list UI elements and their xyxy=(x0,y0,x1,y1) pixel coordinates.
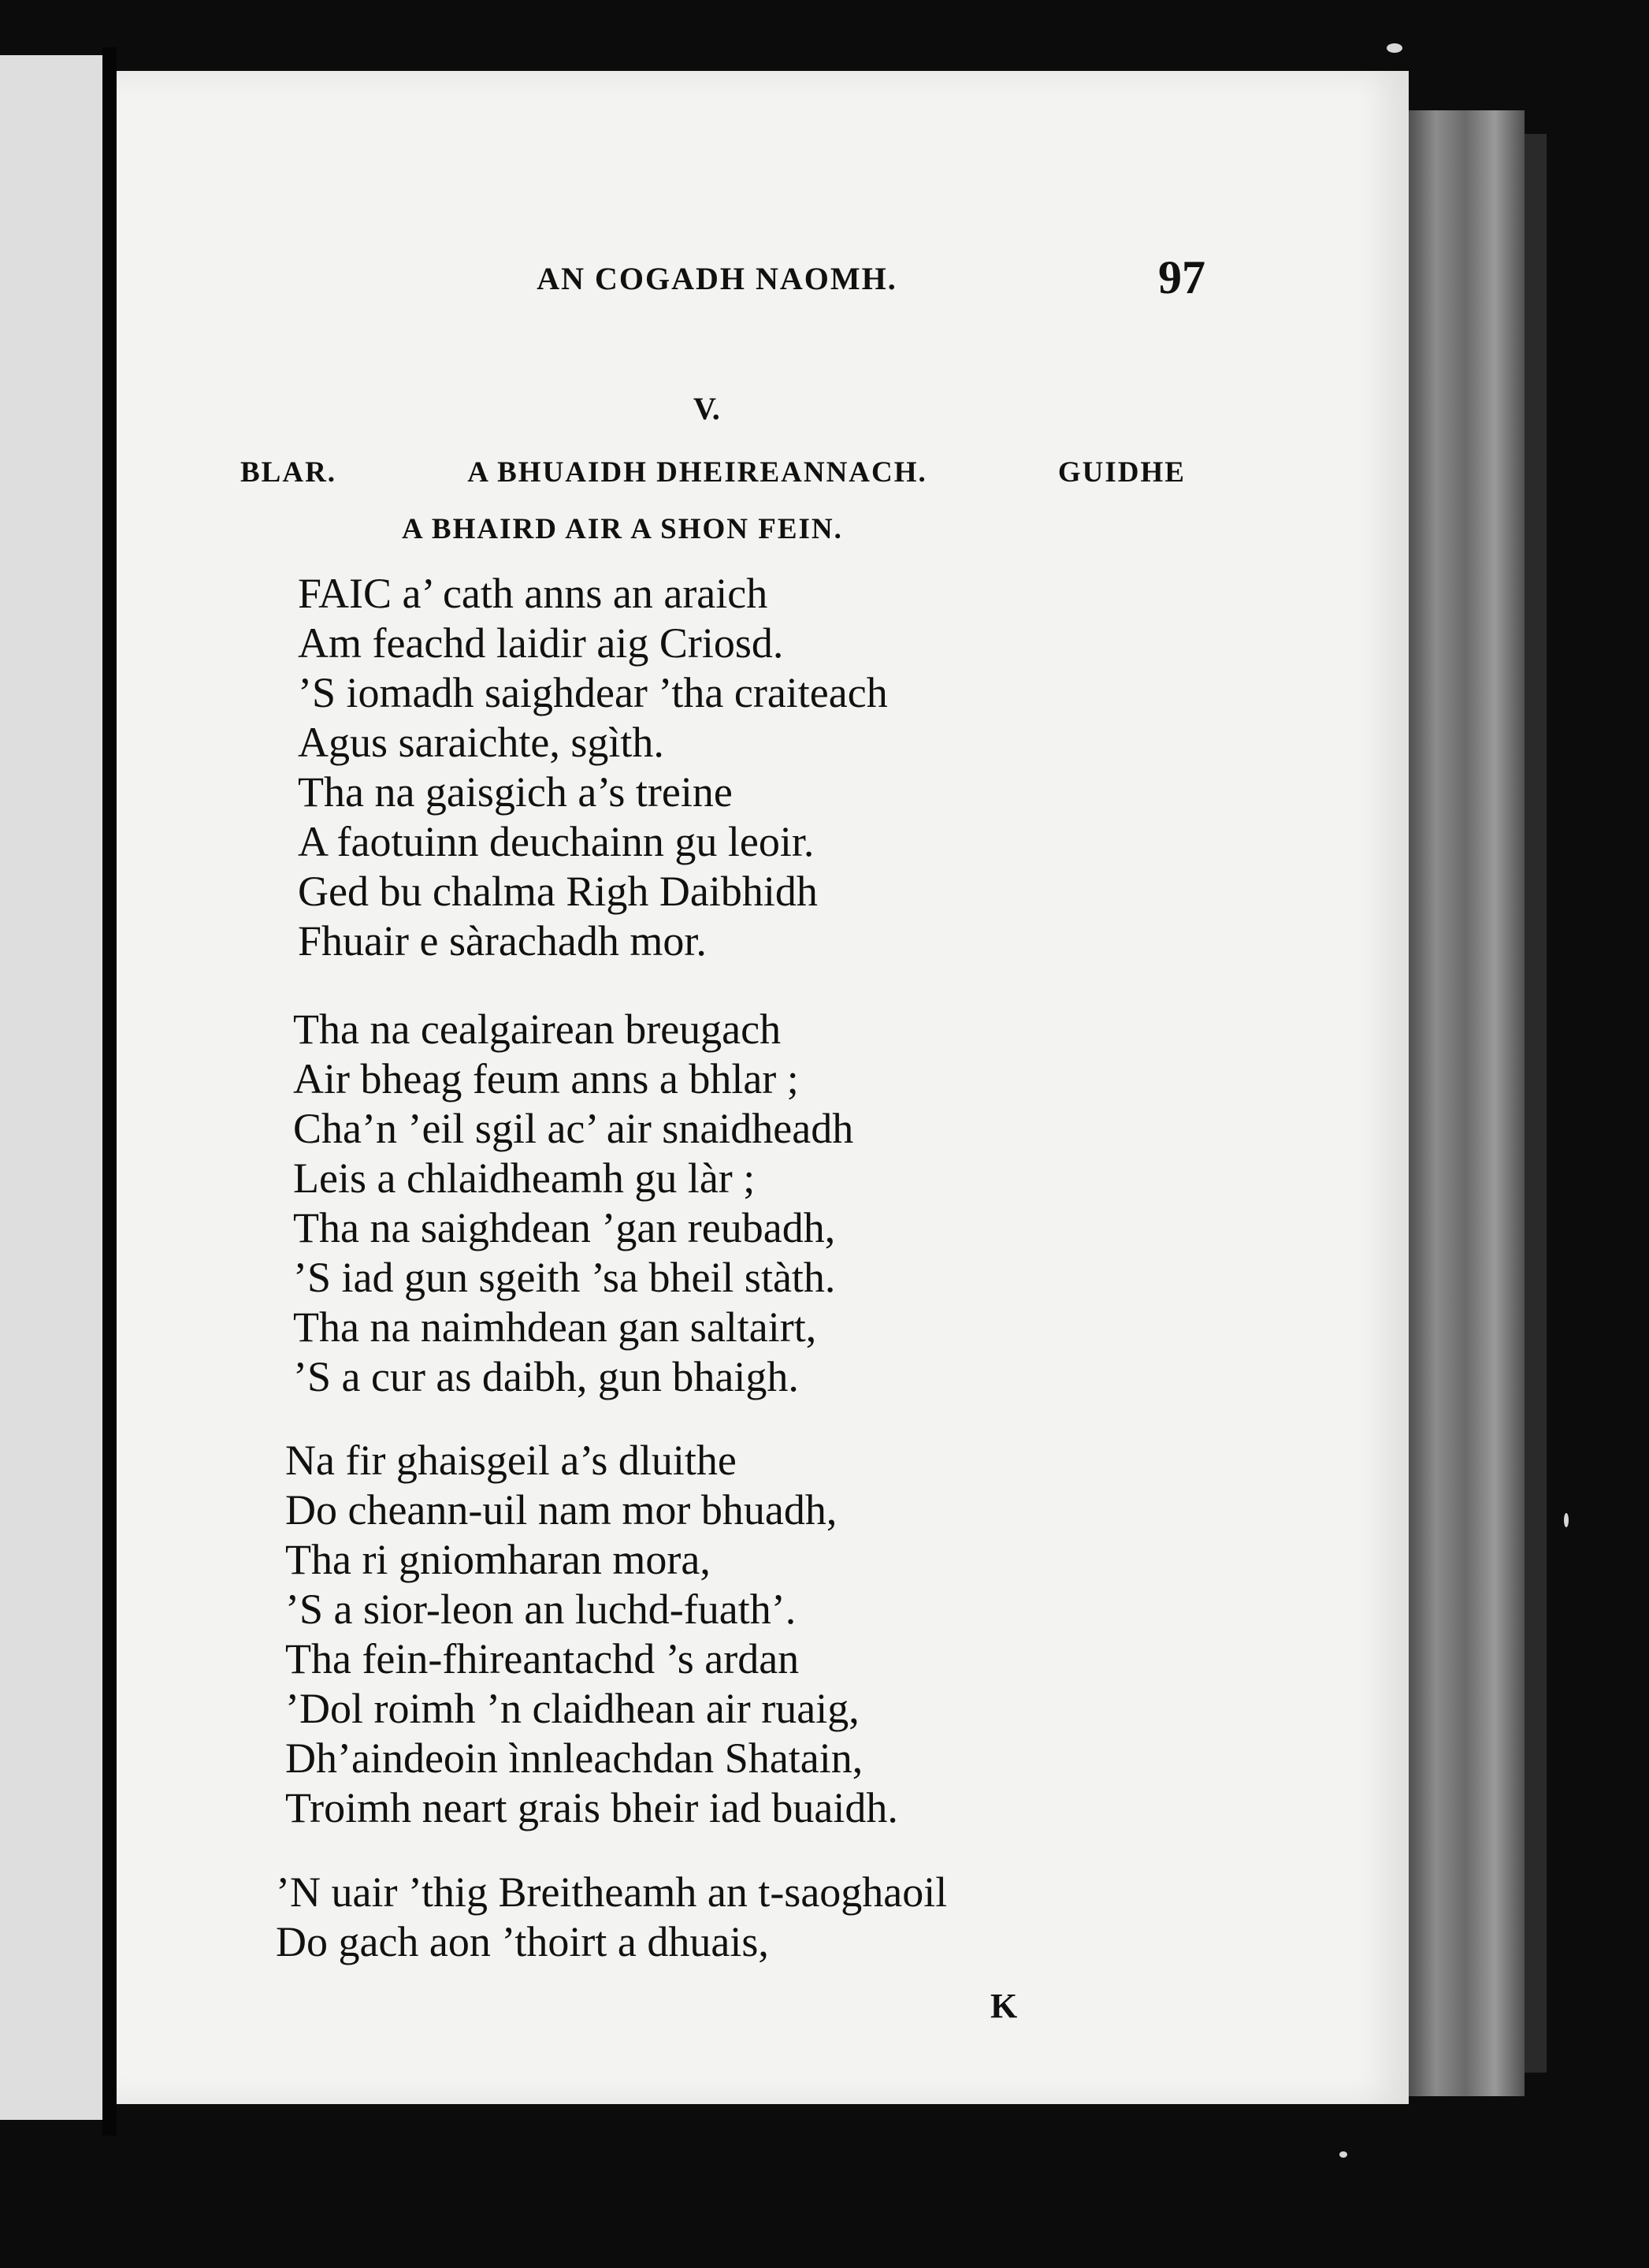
verse-line: ’S a cur as daibh, gun bhaigh. xyxy=(293,1353,799,1400)
running-header: AN COGADH NAOMH. xyxy=(537,261,897,296)
verse-line: Am feachd laidir aig Criosd. xyxy=(298,619,784,667)
verse-line: A faotuinn deuchainn gu leoir. xyxy=(298,818,815,865)
verse-line: Do cheann-uil nam mor bhuadh, xyxy=(285,1486,837,1534)
stanza-1 xyxy=(298,569,888,966)
verse-line: ’S iomadh saighdear ’tha craiteach xyxy=(298,669,888,716)
dust-speck xyxy=(1339,2151,1347,2158)
verse-line: Na fir ghaisgeil a’s dluithe xyxy=(285,1437,737,1484)
section-argument-line-2: A BHAIRD AIR A SHON FEIN. xyxy=(402,513,843,545)
argument-part-3: GUIDHE xyxy=(1057,456,1186,489)
argument-part-1: BLAR. xyxy=(240,456,337,489)
verse-line: Tha ri gniomharan mora, xyxy=(285,1536,711,1583)
verse-line: ’S a sior-leon an luchd-fuath’. xyxy=(285,1586,797,1633)
stanza-4 xyxy=(276,1868,947,1967)
dust-speck xyxy=(1564,1513,1569,1527)
stanza-3 xyxy=(285,1436,898,1833)
section-number: V. xyxy=(693,391,720,426)
verse-line: Cha’n ’eil sgil ac’ air snaidheadh xyxy=(293,1105,854,1152)
verse-line: ’Dol roimh ’n claidhean air ruaig, xyxy=(285,1685,860,1732)
page-block-edge xyxy=(1406,110,1525,2096)
page-number: 97 xyxy=(1158,251,1205,303)
verse-line: ’N uair ’thig Breitheamh an t-saoghaoil xyxy=(276,1868,948,1916)
verse-line: Troimh neart grais bheir iad buaidh. xyxy=(285,1784,898,1831)
verse-line: Air bheag feum anns a bhlar ; xyxy=(293,1055,799,1102)
signature-mark: K xyxy=(990,1987,1018,2025)
verse-line: Do gach aon ’thoirt a dhuais, xyxy=(276,1918,769,1965)
book-cover-edge xyxy=(1525,134,1547,2073)
dust-speck xyxy=(1387,43,1402,53)
verse-line: Tha na saighdean ’gan reubadh, xyxy=(293,1204,836,1251)
verse-line: Tha na gaisgich a’s treine xyxy=(298,768,733,816)
facing-page-edge xyxy=(0,55,113,2120)
verse-line: FAIC a’ cath anns an araich xyxy=(298,570,768,617)
argument-part-2: A BHUAIDH DHEIREANNACH. xyxy=(467,456,927,489)
verse-line: Tha na cealgairean breugach xyxy=(293,1006,782,1053)
verse-line: Tha na naimhdean gan saltairt, xyxy=(293,1303,817,1351)
verse-line: Dh’aindeoin ìnnleachdan Shatain, xyxy=(285,1734,863,1782)
stanza-2 xyxy=(293,1005,853,1402)
verse-line: Leis a chlaidheamh gu làr ; xyxy=(293,1154,756,1202)
verse-line: Tha fein-fhireantachd ’s ardan xyxy=(285,1635,800,1682)
verse-line: Agus saraichte, sgìth. xyxy=(298,719,664,766)
verse-line: ’S iad gun sgeith ’sa bheil stàth. xyxy=(293,1254,836,1301)
section-argument-line-1 xyxy=(240,455,1186,489)
book-gutter xyxy=(102,47,117,2136)
verse-line: Fhuair e sàrachadh mor. xyxy=(298,917,707,965)
verse-line: Ged bu chalma Righ Daibhidh xyxy=(298,868,818,915)
